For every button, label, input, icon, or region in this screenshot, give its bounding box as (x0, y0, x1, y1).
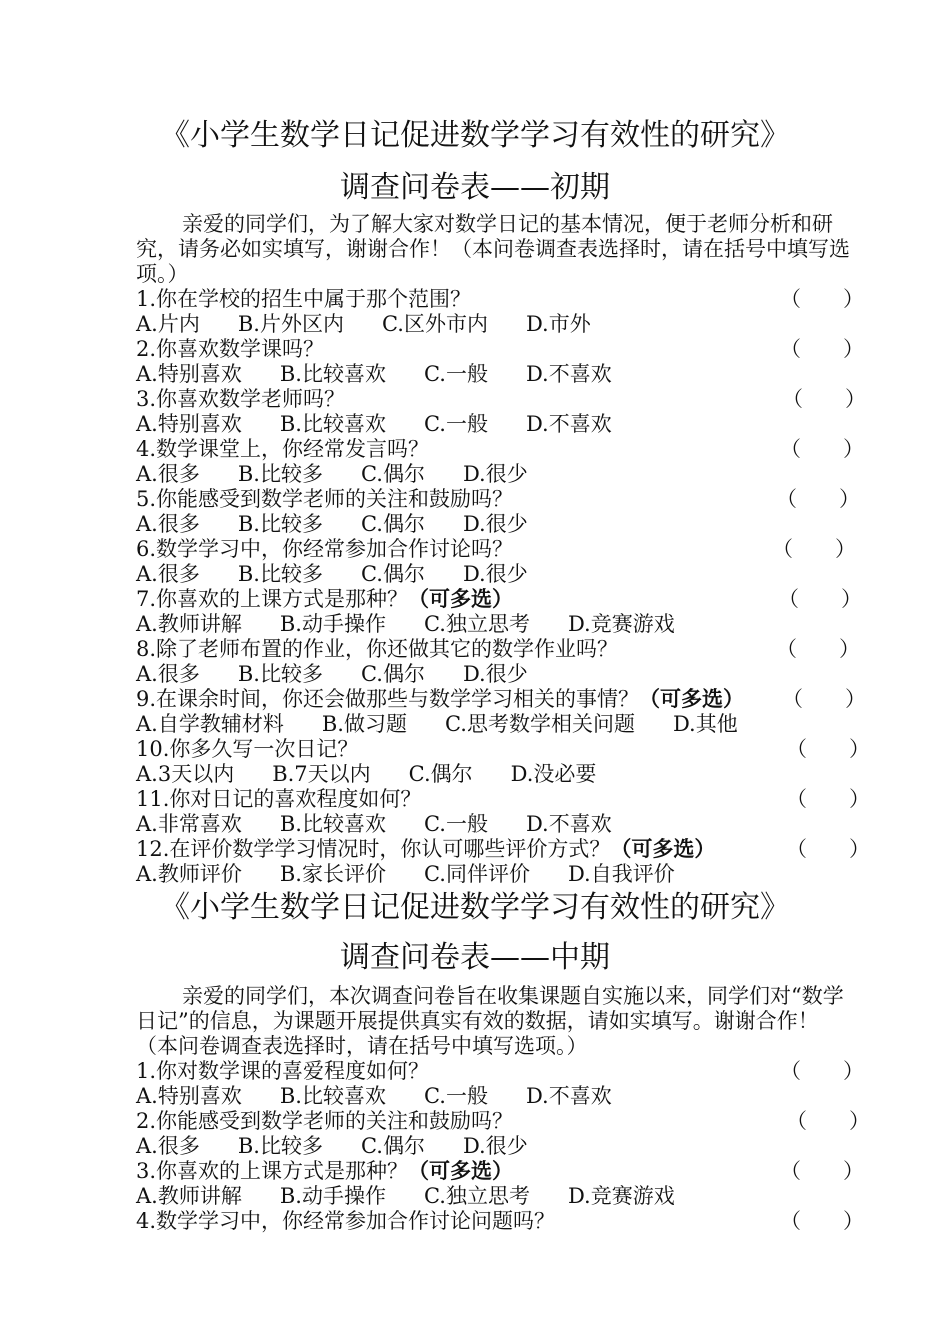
option-item: D.竞赛游戏 (567, 612, 675, 636)
question-text (136, 587, 513, 612)
answer-paren-close: ） (835, 537, 856, 561)
question-label: 9.在课余时间，你还会做那些与数学学习相关的事情？ (136, 687, 640, 711)
option-item: B.比较多 (237, 562, 323, 586)
option-item: A.3天以内 (136, 762, 235, 786)
option-row (136, 362, 650, 387)
option-item: A.教师讲解 (136, 1184, 242, 1208)
option-item: B.比较喜欢 (279, 1084, 386, 1108)
answer-blank[interactable] (776, 487, 860, 512)
answer-blank[interactable] (780, 1159, 864, 1184)
question-text (136, 387, 345, 412)
answer-paren-open: （ (786, 1109, 807, 1133)
question-label: 2.你能感受到数学老师的关注和鼓励吗？ (136, 1109, 514, 1133)
question-text (136, 487, 513, 512)
option-item: C.偶尔 (360, 662, 425, 686)
question-label: 1.你在学校的招生中属于那个范围？ (136, 287, 472, 311)
answer-blank[interactable] (780, 287, 864, 312)
option-item: D.很少 (462, 512, 528, 536)
multi-select-note: （可多选） (408, 587, 514, 611)
question-label: 3.你喜欢的上课方式是那种？ (136, 1159, 409, 1183)
question-label: 8.除了老师布置的作业，你还做其它的数学作业吗？ (136, 637, 619, 661)
multi-select-note: （可多选） (408, 1159, 514, 1183)
option-item: B.比较多 (237, 512, 323, 536)
option-item: B.做习题 (321, 712, 407, 736)
question-label: 4.数学课堂上，你经常发言吗？ (136, 437, 430, 461)
answer-paren-open: （ (780, 1209, 801, 1233)
option-row (136, 1084, 650, 1109)
answer-paren-close: ） (845, 687, 866, 711)
option-item: A.很多 (136, 512, 200, 536)
answer-blank[interactable] (780, 437, 864, 462)
question-label: 3.你喜欢数学老师吗？ (136, 387, 346, 411)
option-row (136, 1134, 566, 1159)
answer-blank[interactable] (776, 637, 860, 662)
answer-paren-open: （ (780, 337, 801, 361)
question-label: 7.你喜欢的上课方式是那种？ (136, 587, 409, 611)
option-item: C.一般 (423, 1084, 488, 1108)
answer-paren-close: ） (849, 837, 870, 861)
answer-paren-close: ） (843, 287, 864, 311)
option-item: D.很少 (462, 1134, 528, 1158)
option-item: C.偶尔 (360, 512, 425, 536)
option-item: D.不喜欢 (525, 812, 612, 836)
option-item: D.很少 (462, 462, 528, 486)
question-label: 2.你喜欢数学课吗？ (136, 337, 325, 361)
question-text (136, 537, 513, 562)
section1-title: 《小学生数学日记促进数学学习有效性的研究》 (160, 118, 790, 153)
option-item: A.特别喜欢 (136, 412, 242, 436)
question-text (136, 687, 744, 712)
answer-paren-close: ） (849, 787, 870, 811)
option-item: B.比较多 (237, 462, 323, 486)
answer-blank[interactable] (780, 1209, 864, 1234)
answer-paren-close: ） (843, 1159, 864, 1183)
question-label: 6.数学学习中，你经常参加合作讨论吗？ (136, 537, 514, 561)
option-item: A.很多 (136, 1134, 200, 1158)
option-item: C.区外市内 (381, 312, 488, 336)
option-row (136, 462, 566, 487)
option-item: A.非常喜欢 (136, 812, 242, 836)
answer-blank[interactable] (782, 387, 866, 412)
answer-paren-open: （ (786, 737, 807, 761)
answer-paren-close: ） (845, 387, 866, 411)
answer-blank[interactable] (780, 337, 864, 362)
option-row (136, 512, 566, 537)
question-text (136, 837, 715, 862)
answer-paren-open: （ (776, 637, 797, 661)
option-item: A.教师评价 (136, 862, 242, 886)
option-item: D.没必要 (510, 762, 597, 786)
option-item: B.7天以内 (272, 762, 371, 786)
option-item: C.偶尔 (360, 562, 425, 586)
option-item: D.不喜欢 (525, 362, 612, 386)
answer-paren-close: ） (843, 337, 864, 361)
option-item: A.片内 (136, 312, 200, 336)
question-text (136, 287, 471, 312)
answer-blank[interactable] (786, 1109, 870, 1134)
question-text (136, 1209, 555, 1234)
option-row (136, 612, 713, 637)
option-item: B.家长评价 (279, 862, 386, 886)
question-label: 12.在评价数学学习情况时，你认可哪些评价方式？ (136, 837, 611, 861)
option-item: A.很多 (136, 662, 200, 686)
question-text (136, 1159, 513, 1184)
answer-paren-open: （ (786, 837, 807, 861)
question-text (136, 437, 429, 462)
option-item: A.很多 (136, 562, 200, 586)
answer-paren-open: （ (780, 437, 801, 461)
question-label: 11.你对日记的喜欢程度如何？ (136, 787, 422, 811)
option-row (136, 1184, 713, 1209)
answer-paren-open: （ (782, 687, 803, 711)
option-item: D.竞赛游戏 (567, 1184, 675, 1208)
question-label: 5.你能感受到数学老师的关注和鼓励吗？ (136, 487, 514, 511)
answer-paren-open: （ (772, 537, 793, 561)
answer-blank[interactable] (772, 537, 856, 562)
question-text (136, 1059, 429, 1084)
option-item: C.一般 (423, 412, 488, 436)
option-item: C.独立思考 (423, 612, 530, 636)
answer-paren-close: ） (839, 487, 860, 511)
option-row (136, 412, 650, 437)
option-item: C.偶尔 (360, 1134, 425, 1158)
option-item: D.其他 (672, 712, 738, 736)
option-item: C.一般 (423, 812, 488, 836)
question-text (136, 737, 358, 762)
option-item: C.偶尔 (408, 762, 473, 786)
answer-paren-close: ） (849, 1109, 870, 1133)
option-item: D.不喜欢 (525, 412, 612, 436)
multi-select-note: （可多选） (639, 687, 745, 711)
answer-blank[interactable] (786, 737, 870, 762)
question-text (136, 637, 618, 662)
option-item: A.很多 (136, 462, 200, 486)
question-text (136, 787, 421, 812)
question-text (136, 1109, 513, 1134)
answer-paren-close: ） (841, 587, 862, 611)
option-item: B.动手操作 (279, 612, 386, 636)
question-label: 10.你多久写一次日记？ (136, 737, 359, 761)
answer-blank[interactable] (786, 787, 870, 812)
answer-paren-close: ） (839, 637, 860, 661)
section2-intro: 亲爱的同学们，本次调查问卷旨在收集课题自实施以来，同学们对“数学日记”的信息，为课题开展提供真实有效的数据，请如实填写。谢谢合作！（本问卷调查表选择时，请在括号中填写选项。） (136, 984, 844, 1058)
option-item: B.比较多 (237, 662, 323, 686)
multi-select-note: （可多选） (610, 837, 716, 861)
option-item: B.比较多 (237, 1134, 323, 1158)
answer-paren-open: （ (780, 1159, 801, 1183)
option-row (136, 862, 713, 887)
option-item: B.比较喜欢 (279, 412, 386, 436)
option-item: D.很少 (462, 562, 528, 586)
answer-paren-open: （ (778, 587, 799, 611)
option-row (136, 812, 650, 837)
question-label: 1.你对数学课的喜爱程度如何？ (136, 1059, 430, 1083)
option-row (136, 712, 776, 737)
option-item: C.同伴评价 (423, 862, 530, 886)
section2-title: 《小学生数学日记促进数学学习有效性的研究》 (160, 890, 790, 925)
option-item: C.一般 (423, 362, 488, 386)
option-item: C.思考数学相关问题 (444, 712, 635, 736)
answer-paren-close: ） (849, 737, 870, 761)
option-item: A.特别喜欢 (136, 362, 242, 386)
answer-blank[interactable] (780, 1059, 864, 1084)
option-item: D.市外 (525, 312, 591, 336)
section2-subtitle: 调查问卷表——中期 (340, 940, 610, 975)
answer-blank[interactable] (782, 687, 866, 712)
option-item: A.教师讲解 (136, 612, 242, 636)
option-item: D.自我评价 (567, 862, 675, 886)
option-item: C.偶尔 (360, 462, 425, 486)
option-item: B.比较喜欢 (279, 812, 386, 836)
option-row (136, 762, 634, 787)
answer-paren-close: ） (843, 1059, 864, 1083)
option-item: B.动手操作 (279, 1184, 386, 1208)
answer-paren-open: （ (780, 1059, 801, 1083)
option-item: D.不喜欢 (525, 1084, 612, 1108)
answer-paren-open: （ (786, 787, 807, 811)
answer-paren-close: ） (843, 437, 864, 461)
answer-paren-close: ） (843, 1209, 864, 1233)
answer-paren-open: （ (782, 387, 803, 411)
option-row (136, 562, 566, 587)
option-item: A.特别喜欢 (136, 1084, 242, 1108)
option-item: D.很少 (462, 662, 528, 686)
answer-blank[interactable] (786, 837, 870, 862)
question-text (136, 337, 324, 362)
answer-paren-open: （ (780, 287, 801, 311)
answer-blank[interactable] (778, 587, 862, 612)
option-item: A.自学教辅材料 (136, 712, 284, 736)
option-item: C.独立思考 (423, 1184, 530, 1208)
option-row (136, 312, 629, 337)
option-row (136, 662, 566, 687)
answer-paren-open: （ (776, 487, 797, 511)
section1-subtitle: 调查问卷表——初期 (340, 170, 610, 205)
section1-intro: 亲爱的同学们，为了解大家对数学日记的基本情况，便于老师分析和研究，请务必如实填写，谢谢合作！（本问卷调查表选择时，请在括号中填写选项。） (136, 212, 850, 286)
option-item: B.比较喜欢 (279, 362, 386, 386)
option-item: B.片外区内 (237, 312, 344, 336)
question-label: 4.数学学习中，你经常参加合作讨论问题吗？ (136, 1209, 556, 1233)
